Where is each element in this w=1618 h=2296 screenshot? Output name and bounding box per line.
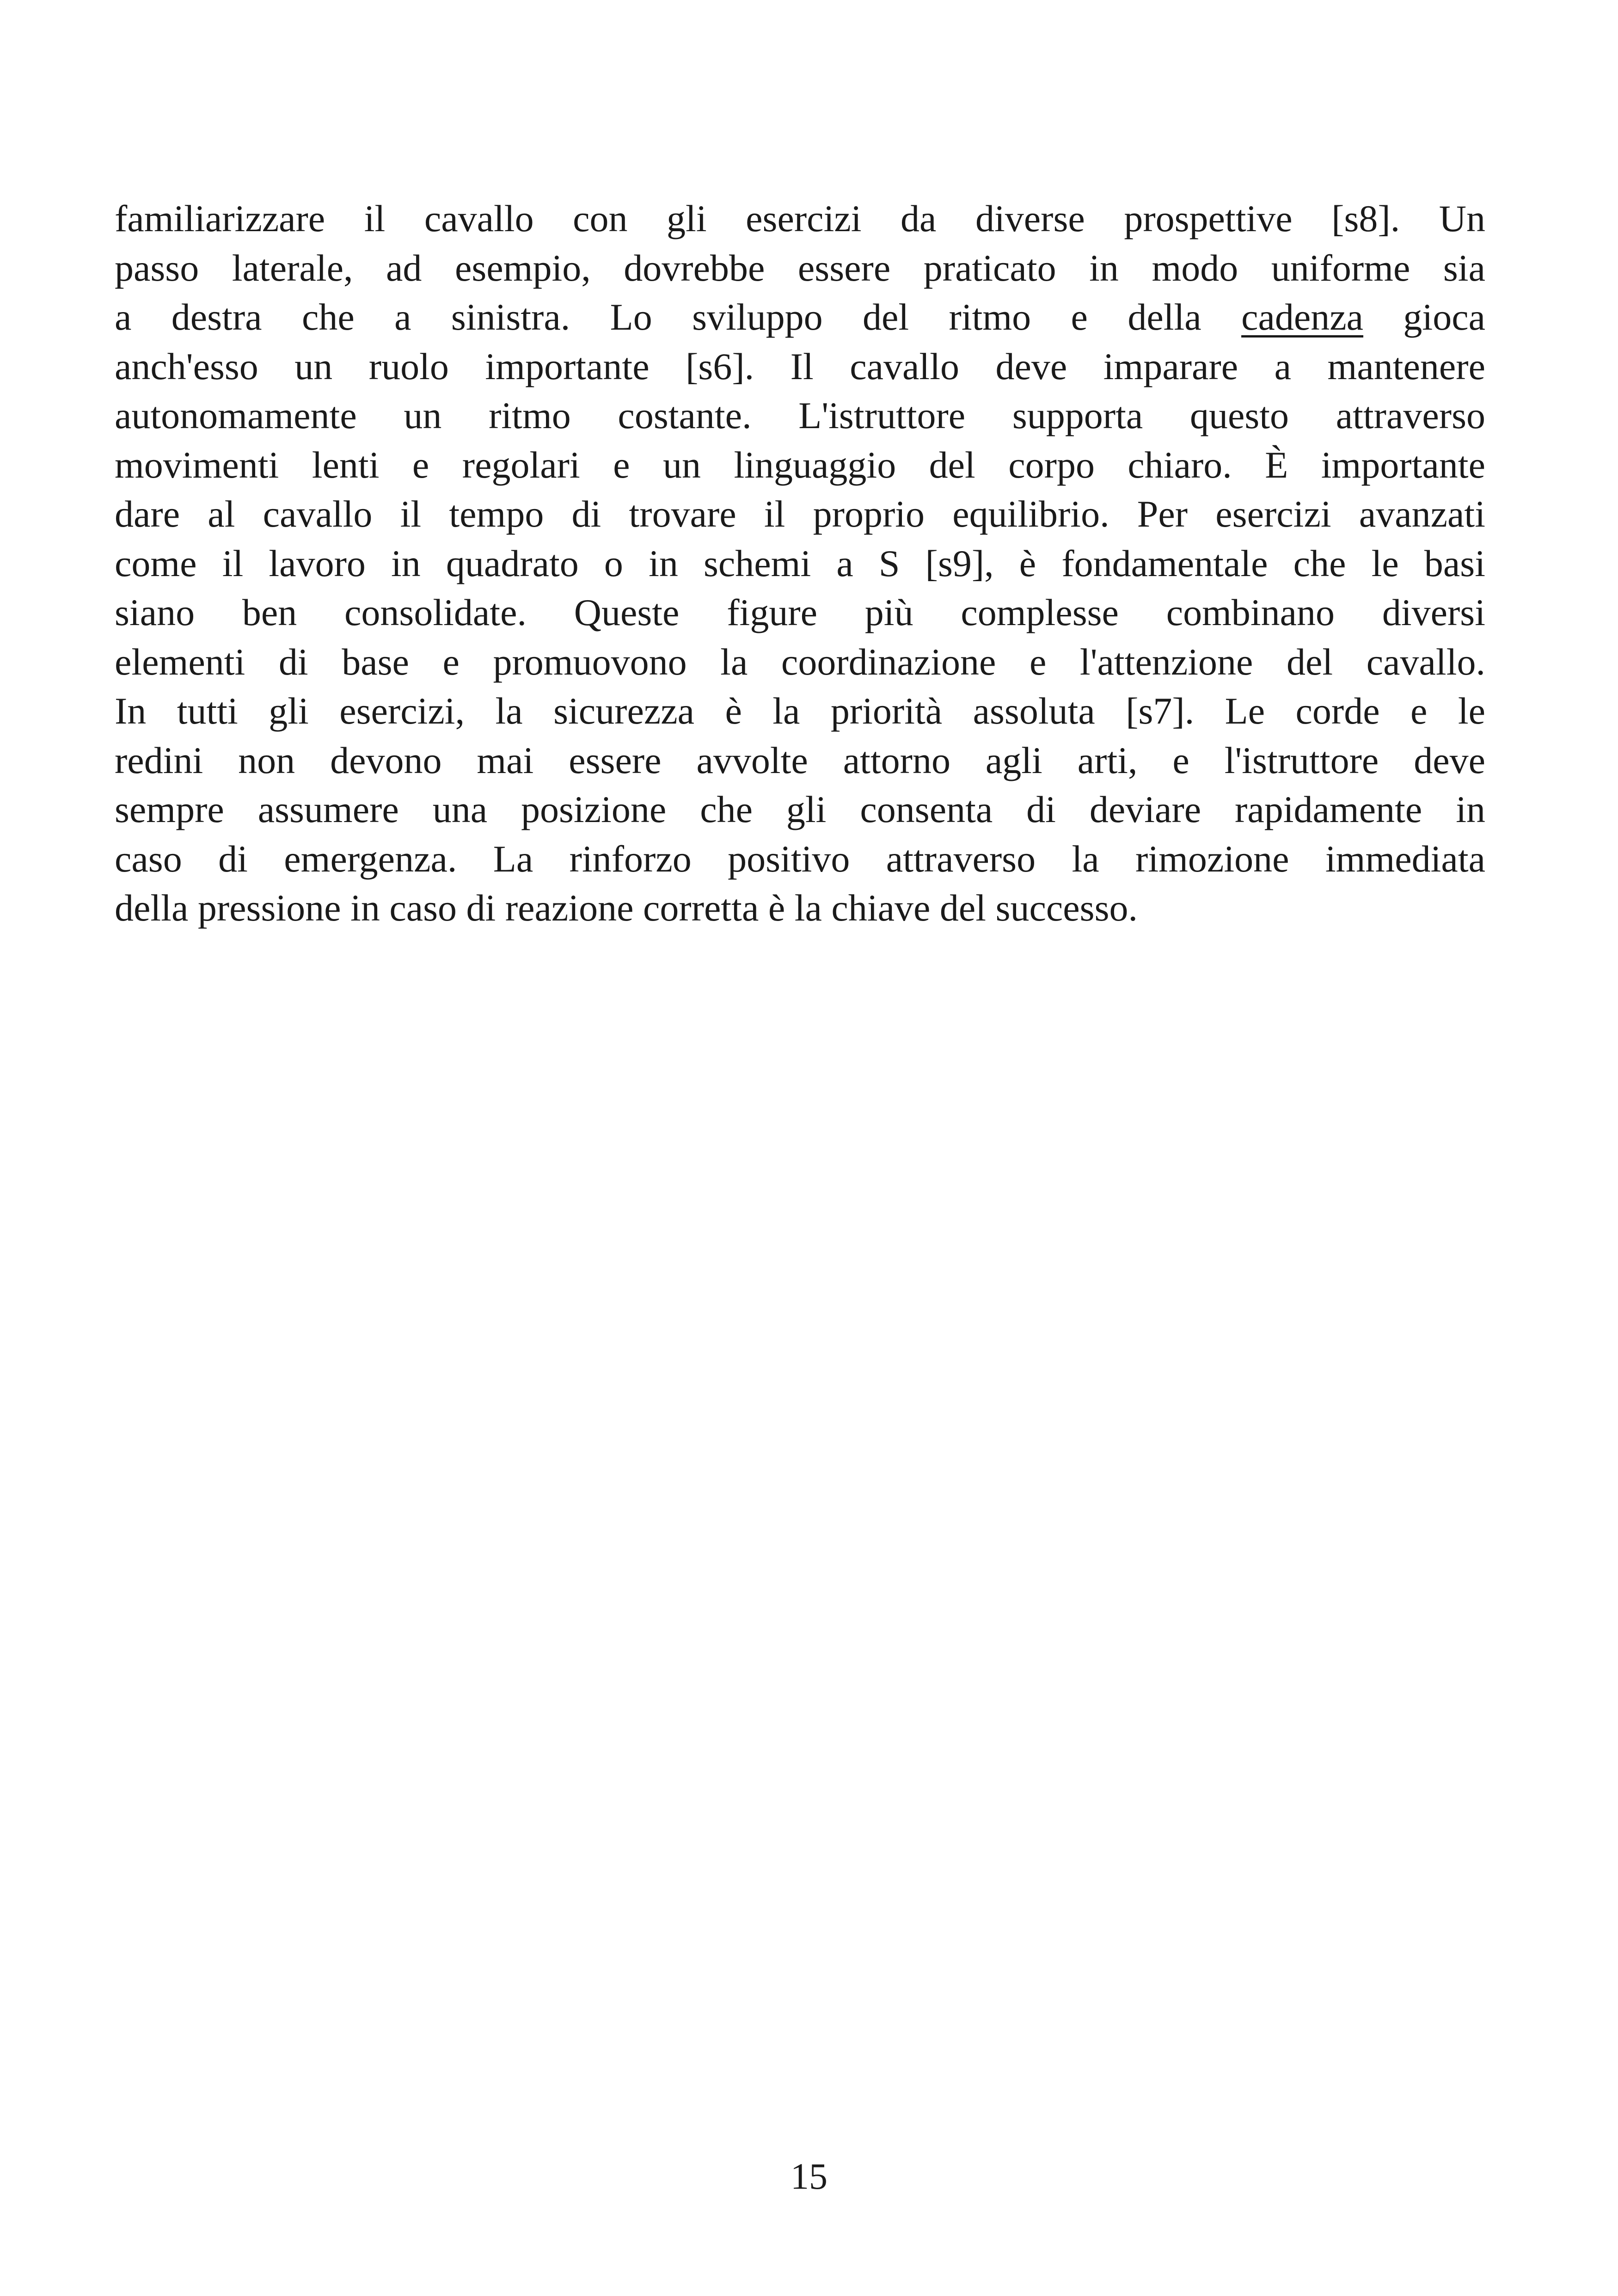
text-line: familiarizzare il cavallo con gli esercizi da diverse prospettive [s8]. Un [115,197,1485,239]
text-segment: a destra che a sinistra. Lo sviluppo del ritmo e della [115,296,1242,338]
text-line: caso di emergenza. La rinforzo positivo attraverso la rimozione immediata [115,837,1485,880]
underlined-term: cadenza [1241,296,1364,338]
body-paragraph [115,194,1485,933]
text-line: anch'esso un ruolo importante [s6]. Il cavallo deve imparare a mantenere [115,345,1485,387]
text-line: dare al cavallo il tempo di trovare il proprio equilibrio. Per esercizi avanzati [115,493,1485,535]
text-line: come il lavoro in quadrato o in schemi a S [s9], è fondamentale che le basi [115,542,1485,584]
text-line: elementi di base e promuovono la coordinazione e l'attenzione del cavallo. [115,640,1485,683]
text-line: della pressione in caso di reazione corretta è la chiave del successo. [115,887,1138,929]
text-line: In tutti gli esercizi, la sicurezza è la priorità assoluta [s7]. Le corde e le [115,690,1485,732]
text-segment: gioca [1363,296,1485,338]
text-line: sempre assumere una posizione che gli consenta di deviare rapidamente in [115,788,1485,830]
text-line: autonomamente un ritmo costante. L'istruttore supporta questo attraverso [115,394,1485,436]
text-line: passo laterale, ad esempio, dovrebbe essere praticato in modo uniforme sia [115,246,1485,289]
text-line: siano ben consolidate. Queste figure più complesse combinano diversi [115,591,1485,633]
page-number: 15 [791,2156,827,2197]
text-line: redini non devono mai essere avvolte attorno agli arti, e l'istruttore deve [115,739,1485,781]
text-line: movimenti lenti e regolari e un linguaggio del corpo chiaro. È importante [115,443,1485,486]
text-line [115,293,1485,342]
